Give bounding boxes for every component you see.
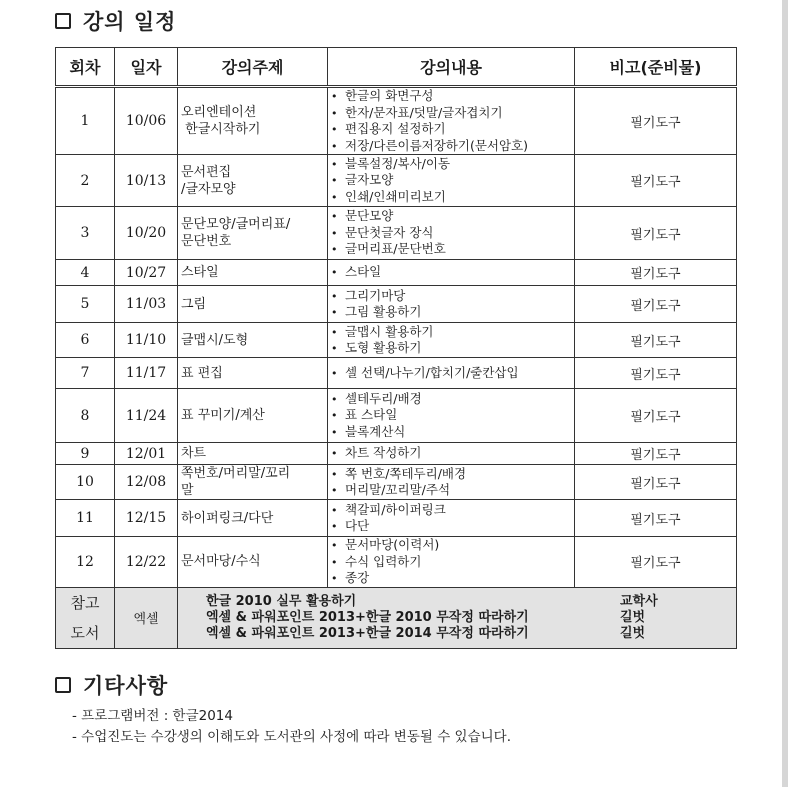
session-number: 9 [56, 443, 115, 465]
session-content [328, 500, 575, 537]
session-topic [178, 465, 328, 500]
note-item: - 수업진도는 수강생의 이해도와 도서관의 사정에 따라 변동될 수 있습니다. [72, 729, 512, 745]
session-number: 4 [56, 260, 115, 286]
session-date: 11/10 [115, 323, 178, 358]
content-item: • 셀 선택/나누기/합치기/줄칸삽입 [331, 365, 574, 382]
table-header-row [56, 48, 737, 87]
session-number: 10 [56, 465, 115, 500]
content-item: • 문단모양 [331, 208, 574, 225]
content-list [328, 208, 574, 258]
header-topic: 강의주제 [178, 48, 328, 87]
topic-line: 문서마당/수식 [181, 554, 261, 570]
content-item: • 머리말/꼬리말/주석 [331, 482, 574, 499]
topic-line: 문단번호 [181, 234, 232, 249]
content-item: • 쪽 번호/쪽테두리/배경 [331, 466, 574, 483]
book-publisher: 교학사 [620, 593, 658, 609]
content-item: • 수식 입력하기 [331, 554, 574, 571]
session-topic [178, 537, 328, 588]
content-list [328, 324, 574, 357]
session-note: 필기도구 [575, 286, 737, 323]
content-item: • 표 스타일 [331, 407, 574, 424]
content-item: • 그리기마당 [331, 288, 574, 305]
session-note: 필기도구 [575, 87, 737, 155]
topic-line: 표 편집 [181, 365, 223, 381]
topic-line: 하이퍼링크/다단 [181, 510, 274, 526]
schedule-body [56, 87, 737, 588]
session-topic [178, 358, 328, 389]
session-number: 6 [56, 323, 115, 358]
session-note: 필기도구 [575, 358, 737, 389]
session-content [328, 286, 575, 323]
content-list [328, 88, 574, 154]
session-note: 필기도구 [575, 500, 737, 537]
table-row [56, 358, 737, 389]
session-content [328, 260, 575, 286]
topic-line: 말 [181, 483, 194, 498]
session-date: 10/06 [115, 87, 178, 155]
session-note: 필기도구 [575, 465, 737, 500]
content-list [328, 156, 574, 206]
session-content [328, 537, 575, 588]
table-row [56, 537, 737, 588]
content-item: • 다단 [331, 518, 574, 535]
session-date: 12/22 [115, 537, 178, 588]
book-title: 한글 2010 실무 활용하기 [206, 593, 357, 609]
topic-line: 표 꾸미기/계산 [181, 408, 265, 423]
content-item: • 인쇄/인쇄미리보기 [331, 189, 574, 206]
note-item: - 프로그램버전 : 한글2014 [72, 708, 233, 724]
session-date: 12/08 [115, 465, 178, 500]
session-content [328, 155, 575, 207]
content-item: • 글자모양 [331, 172, 574, 189]
content-item: • 한글의 화면구성 [331, 88, 574, 105]
session-topic [178, 500, 328, 537]
session-date: 12/01 [115, 443, 178, 465]
session-topic [178, 87, 328, 155]
book-item [206, 594, 730, 610]
header-session: 회차 [56, 48, 115, 87]
content-item: • 차트 작성하기 [331, 445, 574, 462]
header-date: 일자 [115, 48, 178, 87]
session-number: 11 [56, 500, 115, 537]
content-item: • 도형 활용하기 [331, 340, 574, 357]
session-note: 필기도구 [575, 389, 737, 443]
session-content [328, 389, 575, 443]
session-date: 10/27 [115, 260, 178, 286]
topic-line: 쪽번호/머리말/꼬리 [181, 466, 291, 481]
book-item [206, 626, 730, 642]
content-list [328, 537, 574, 587]
book-publisher: 길벗 [620, 609, 646, 625]
book-title: 엑셀 & 파워포인트 2013+한글 2014 무작정 따라하기 [206, 625, 529, 641]
content-list [328, 365, 574, 382]
content-item: • 한자/문자표/덧말/글자겹치기 [331, 105, 574, 122]
session-date: 11/17 [115, 358, 178, 389]
session-content [328, 465, 575, 500]
session-number: 1 [56, 87, 115, 155]
reference-sub: 엑셀 [115, 587, 178, 648]
table-row [56, 389, 737, 443]
content-item: • 셀테두리/배경 [331, 391, 574, 408]
reference-label-line1: 참고 [70, 593, 100, 612]
content-item: • 종강 [331, 570, 574, 587]
header-content: 강의내용 [328, 48, 575, 87]
header-note: 비고(준비물) [575, 48, 737, 87]
table-row [56, 443, 737, 465]
session-content [328, 323, 575, 358]
content-item: • 글맵시 활용하기 [331, 324, 574, 341]
checkbox-icon [55, 677, 71, 693]
topic-line: 한글시작하기 [181, 122, 261, 137]
table-row [56, 207, 737, 260]
content-item: • 문단첫글자 장식 [331, 225, 574, 242]
session-topic [178, 207, 328, 260]
session-note: 필기도구 [575, 443, 737, 465]
table-row [56, 465, 737, 500]
session-note: 필기도구 [575, 323, 737, 358]
content-list [328, 502, 574, 535]
session-content [328, 443, 575, 465]
session-content [328, 358, 575, 389]
content-item: • 스타일 [331, 264, 574, 281]
topic-line: 문서편집 [181, 164, 232, 180]
schedule-heading-text: 강의 일정 [83, 10, 177, 34]
session-note: 필기도구 [575, 207, 737, 260]
content-list [328, 264, 574, 281]
content-item: • 그림 활용하기 [331, 304, 574, 321]
content-list [328, 391, 574, 441]
session-topic [178, 260, 328, 286]
session-topic [178, 323, 328, 358]
topic-line: 문단모양/글머리표/ [181, 217, 291, 232]
session-date: 11/24 [115, 389, 178, 443]
topic-line: 그림 [181, 296, 207, 312]
content-list [328, 466, 574, 499]
other-heading [55, 670, 168, 700]
reference-label-line2: 도서 [70, 623, 100, 642]
session-topic [178, 389, 328, 443]
session-content [328, 87, 575, 155]
book-title: 엑셀 & 파워포인트 2013+한글 2010 무작정 따라하기 [206, 609, 529, 625]
content-item: • 문서마당(이력서) [331, 537, 574, 554]
topic-line: 오리엔테이션 [181, 105, 257, 120]
reference-books [178, 587, 737, 648]
topic-line: /글자모양 [181, 181, 236, 197]
content-list [328, 288, 574, 321]
table-row [56, 155, 737, 207]
table-row [56, 500, 737, 537]
content-list [328, 445, 574, 462]
session-number: 8 [56, 389, 115, 443]
session-date: 12/15 [115, 500, 178, 537]
content-item: • 블록계산식 [331, 424, 574, 441]
content-item: • 책갈피/하이퍼링크 [331, 502, 574, 519]
session-topic [178, 286, 328, 323]
other-heading-text: 기타사항 [83, 674, 169, 698]
session-content [328, 207, 575, 260]
session-number: 7 [56, 358, 115, 389]
session-topic [178, 155, 328, 207]
session-note: 필기도구 [575, 155, 737, 207]
schedule-table [55, 47, 737, 649]
session-date: 10/13 [115, 155, 178, 207]
book-item [206, 610, 730, 626]
session-topic [178, 443, 328, 465]
content-item: • 저장/다른이름저장하기(문서암호) [331, 138, 574, 155]
topic-line: 스타일 [181, 265, 219, 280]
table-row [56, 260, 737, 286]
session-number: 3 [56, 207, 115, 260]
reference-label [56, 587, 115, 648]
schedule-heading [55, 6, 176, 36]
topic-line: 글맵시/도형 [181, 332, 249, 348]
session-number: 5 [56, 286, 115, 323]
checkbox-icon [55, 13, 71, 29]
content-item: • 글머리표/문단번호 [331, 241, 574, 258]
session-note: 필기도구 [575, 260, 737, 286]
topic-line: 차트 [181, 446, 207, 461]
notes-list [72, 706, 511, 748]
table-row [56, 286, 737, 323]
content-item: • 편집용지 설정하기 [331, 121, 574, 138]
session-date: 10/20 [115, 207, 178, 260]
book-publisher: 길벗 [620, 625, 646, 641]
table-row [56, 323, 737, 358]
table-row [56, 87, 737, 155]
content-item: • 블록설정/복사/이동 [331, 156, 574, 173]
session-number: 12 [56, 537, 115, 588]
reference-row [56, 587, 737, 648]
session-date: 11/03 [115, 286, 178, 323]
session-number: 2 [56, 155, 115, 207]
page-edge [782, 0, 788, 787]
session-note: 필기도구 [575, 537, 737, 588]
